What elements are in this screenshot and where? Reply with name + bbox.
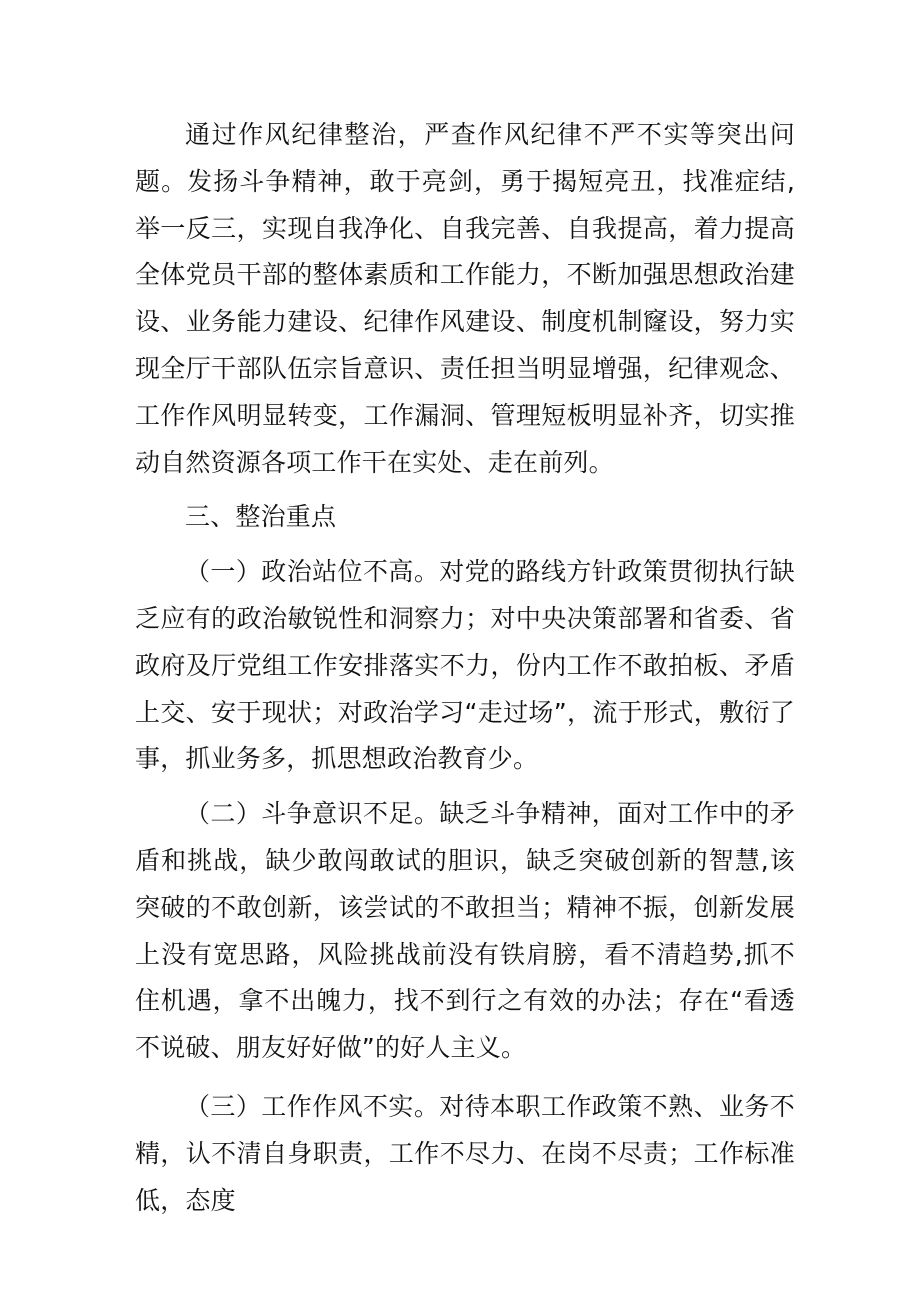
paragraph-rectification-goals: 通过作风纪律整治，严查作风纪律不严不实等突出问题。发扬斗争精神，敢于亮剑，勇于揭短亮丑，找准症结,举一反三，实现自我净化、自我完善、自我提高，着力提高全体党员干部的整体素质和工作能力，不断加强思想政治建设、业务能力建设、纪律作风建设、制度机制窿设，努力实现全厅干部队伍宗旨意识、责任担当明显增强，纪律观念、工作作风明显转变，工作漏洞、管理短板明显补齐，切实推动自然资源各项工作干在实处、走在前列。 [135, 120, 795, 477]
paragraph-work-style: （三）工作作风不实。对待本职工作政策不熟、业务不精，认不清自身职责，工作不尽力、在岗不尽责；工作标准低，态度 [135, 1091, 795, 1215]
section-heading-rectification-focus: 三、整治重点 [185, 502, 337, 532]
document-body [135, 112, 795, 1224]
paragraph-struggle-awareness: （二）斗争意识不足。缺乏斗争精神，面对工作中的矛盾和挑战，缺少敢闯敢试的胆识，缺乏突破创新的智慧,该突破的不敢创新，该尝试的不敢担当；精神不振，创新发展上没有宽思路，风险挑战前没有铁肩膀，看不清趋势,抓不住机遇，拿不出魄力，找不到行之有效的办法；存在“看透不说破、朋友好好做”的好人主义。 [135, 799, 795, 1063]
paragraph-political-stance: （一）政治站位不高。对党的路线方针政策贯彻执行缺乏应有的政治敏锐性和洞察力；对中央决策部署和省委、省政府及厅党组工作安排落实不力，份内工作不敢拍板、矛盾上交、安于现状；对政治学习“走过场”，流于形式，敷衍了事，抓业务多，抓思想政治教育少。 [135, 557, 795, 774]
